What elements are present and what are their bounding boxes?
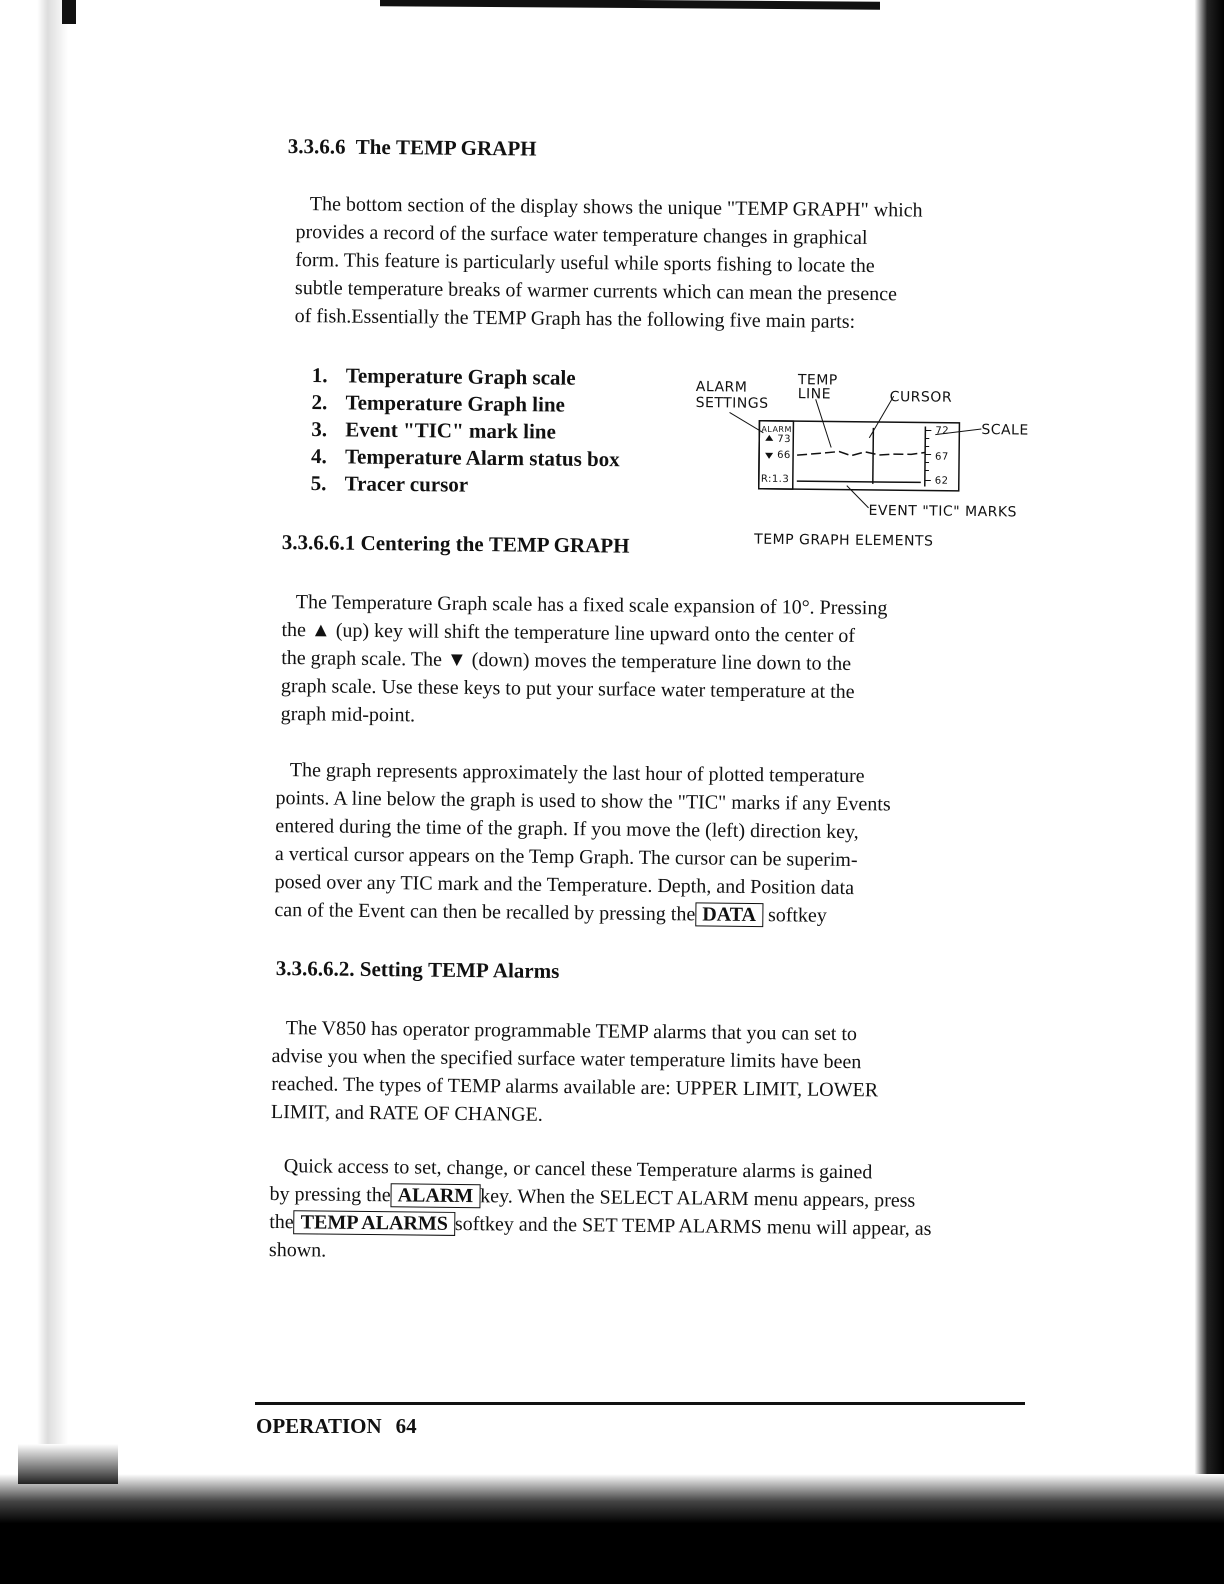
list-item-label: Temperature Graph scale (345, 363, 576, 390)
body-line: graph scale. Use these keys to put your surface water temperature at the (280, 674, 855, 704)
body-line: The graph represents approximately the last hour of plotted temperature (289, 759, 865, 788)
intro-line: The bottom section of the display shows the unique "TEMP GRAPH" which (309, 193, 923, 222)
scan-bottom-edge (0, 1474, 1224, 1584)
page-footer (256, 1414, 431, 1439)
footer-section: OPERATION (256, 1414, 382, 1438)
body-line: points. A line below the graph is used to show the "TIC" marks if any Events (275, 786, 891, 816)
alarm-leader-line (729, 412, 763, 432)
body-line: shown. (268, 1238, 327, 1262)
label-event-tic-marks: EVENT "TIC" MARKS (868, 502, 1018, 521)
list-item-number: 1. (311, 362, 328, 388)
list-item (311, 416, 691, 447)
list-item-number: 4. (310, 443, 327, 469)
centering-paragraph (281, 588, 1020, 736)
list-item-label: Event "TIC" mark line (345, 417, 556, 444)
figure-caption: TEMP GRAPH ELEMENTS (754, 531, 934, 550)
list-item-label: Temperature Alarm status box (344, 444, 620, 472)
subsection-title-pre: Centering the (360, 530, 484, 557)
subsection-title-sc: TEMP (427, 957, 489, 983)
list-item (311, 470, 691, 501)
box-lower-value: 66 (777, 449, 791, 462)
intro-line: subtle temperature breaks of warmer currents which can mean the presence (294, 276, 898, 306)
label-cursor: CURSOR (889, 389, 953, 406)
body-line: advise you when the specified surface water temperature limits have been (271, 1044, 862, 1074)
footer-rule (255, 1402, 1025, 1405)
alarms-paragraph (271, 1014, 1010, 1134)
body-line: The V850 has operator programmable TEMP alarms that you can set to (285, 1017, 858, 1046)
scale-mid-value: 67 (935, 451, 949, 463)
body-line: graph mid-point. (280, 702, 416, 727)
box-upper-value: 73 (777, 433, 792, 446)
body-text: can of the Event can then be recalled by pressing the (274, 898, 696, 926)
intro-line: provides a record of the surface water temperature changes in graphical (295, 220, 868, 249)
list-item-label: Tracer cursor (344, 471, 469, 497)
list-item-label: Temperature Graph line (345, 390, 566, 417)
temp-line-leader (815, 399, 832, 447)
down-arrow-icon (765, 453, 773, 459)
subsection-title-post: Alarms (492, 958, 560, 983)
temp-alarms-softkey: TEMP ALARMS (294, 1210, 455, 1236)
intro-line: of fish.Essentially the TEMP Graph has the following five main parts: (294, 304, 856, 333)
label-alarm-settings-1: ALARM (695, 379, 748, 396)
scan-bottom-left-shadow (18, 1444, 118, 1484)
body-line: The Temperature Graph scale has a fixed scale expansion of 10°. Pressing (295, 591, 888, 620)
section-number: 3.3.6.6 (287, 134, 346, 159)
alarm-key: ALARM (391, 1183, 481, 1208)
body-line: reached. The types of TEMP alarms available are: UPPER LIMIT, LOWER (271, 1072, 879, 1102)
tic-leader (847, 486, 869, 508)
body-line: Quick access to set, change, or cancel these Temperature alarms is gained (283, 1155, 873, 1184)
section-heading (288, 134, 537, 162)
list-item (311, 389, 691, 420)
label-temp-line-1: TEMP (797, 372, 838, 389)
list-item (312, 362, 692, 393)
intro-line: form. This feature is particularly useful while sports fishing to locate the (295, 248, 875, 278)
body-text: by pressing the (269, 1182, 391, 1207)
subsection-number: 3.3.6.6.2. (275, 956, 355, 981)
list-item (311, 443, 691, 474)
scale-axis (925, 426, 926, 486)
graph-paragraph (274, 756, 1018, 932)
box-alarm-label: ALARM (761, 424, 792, 435)
list-item-number: 3. (311, 416, 328, 442)
body-line: a vertical cursor appears on the Temp Graph. The cursor can be superim- (274, 842, 858, 872)
list-item-number: 5. (310, 470, 327, 496)
subsection-title-pre: Setting (359, 956, 423, 982)
temp-graph-figure (688, 368, 1040, 562)
scale-top-value: 72 (935, 425, 950, 437)
subsection-heading-centering (282, 530, 630, 559)
body-text: softkey and the SET TEMP ALARMS menu will appear, as (454, 1212, 932, 1240)
body-line: the ▲ (up) key will shift the temperature line upward onto the center of (281, 618, 856, 648)
label-temp-line-2: LINE (797, 386, 832, 403)
body-line: posed over any TIC mark and the Temperature. Depth, and Position data (274, 870, 855, 900)
label-scale: SCALE (981, 422, 1029, 439)
scale-bottom-value: 62 (934, 475, 949, 487)
body-text: softkey (767, 904, 828, 927)
subsection-title-sc: TEMP GRAPH (488, 532, 630, 558)
body-line: entered during the time of the graph. If you move the (left) direction key, (275, 814, 859, 844)
label-alarm-settings-2: SETTINGS (695, 395, 769, 412)
body-line: the graph scale. The ▼ (down) moves the temperature line down to the (281, 646, 852, 675)
parts-list (311, 362, 692, 501)
access-paragraph (269, 1152, 1010, 1272)
box-rate-value: R:1.3 (760, 473, 790, 486)
subsection-number: 3.3.6.6.1 (281, 530, 356, 555)
subsection-heading-alarms (276, 956, 560, 984)
tracer-cursor (873, 428, 874, 484)
list-item-number: 2. (311, 389, 328, 415)
body-text: key. When the SELECT ALARM menu appears, press (480, 1185, 916, 1212)
intro-paragraph (295, 190, 1036, 338)
page-number: 64 (395, 1414, 417, 1438)
section-title-sc: TEMP GRAPH (395, 135, 537, 161)
event-tic-line (797, 481, 921, 482)
data-softkey: DATA (695, 902, 763, 927)
temperature-line (797, 451, 925, 456)
body-text: the (269, 1210, 294, 1234)
body-line: LIMIT, and RATE OF CHANGE. (270, 1100, 543, 1126)
section-title-pre: The (355, 134, 391, 160)
